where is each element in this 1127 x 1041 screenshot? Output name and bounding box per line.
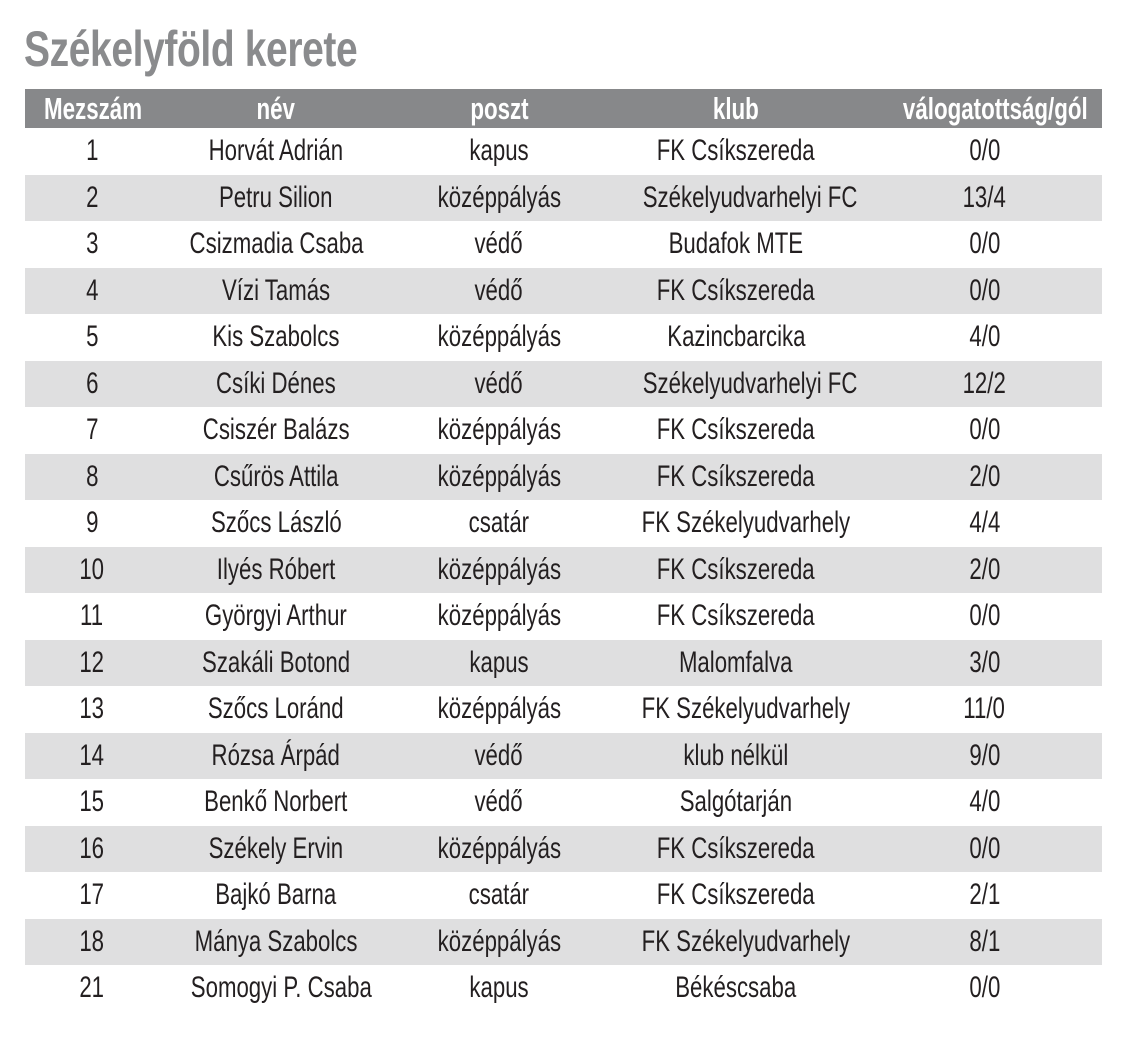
position-cell: középpályás: [437, 831, 561, 865]
club-cell: FK Csíkszereda: [657, 831, 815, 865]
caps-goals-cell: 2/0: [969, 552, 1000, 586]
table-row: [25, 640, 1102, 687]
position-cell: középpályás: [437, 552, 561, 586]
caps-goals-cell: 3/0: [969, 645, 1000, 679]
player-name-cell: Petru Silion: [219, 180, 333, 214]
jersey-number-cell: 17: [79, 878, 105, 912]
caps-goals-cell: 2/1: [969, 878, 1000, 912]
table-row: [25, 500, 1102, 547]
jersey-number-cell: 18: [79, 924, 105, 958]
jersey-number-cell: 4: [85, 273, 99, 307]
table-row: [25, 547, 1102, 594]
position-cell: csatár: [468, 878, 530, 912]
player-name-cell: Mánya Szabolcs: [194, 924, 358, 958]
club-cell: FK Csíkszereda: [657, 134, 815, 168]
table-row: [25, 919, 1102, 966]
club-cell: Kazincbarcika: [666, 320, 806, 354]
caps-goals-cell: 0/0: [969, 413, 1000, 447]
table-row: [25, 314, 1102, 361]
club-cell: FK Csíkszereda: [657, 878, 815, 912]
table-row: [25, 826, 1102, 873]
club-cell: Salgótarján: [679, 785, 793, 819]
club-cell: Malomfalva: [679, 645, 793, 679]
jersey-number-cell: 14: [79, 738, 105, 772]
table-row: [25, 733, 1102, 780]
caps-goals-cell: 9/0: [969, 738, 1000, 772]
table-header-row: [25, 89, 1102, 128]
jersey-number-cell: 12: [79, 645, 105, 679]
player-name-cell: Szőcs László: [210, 506, 342, 540]
position-cell: középpályás: [437, 459, 561, 493]
table-row: [25, 686, 1102, 733]
player-name-cell: Bajkó Barna: [215, 878, 337, 912]
table-row: [25, 221, 1102, 268]
table-row: [25, 454, 1102, 501]
table-row: [25, 965, 1102, 1012]
player-name-cell: Csizmadia Csaba: [189, 227, 364, 261]
jersey-number-cell: 7: [85, 413, 99, 447]
player-name-cell: Szőcs Loránd: [208, 692, 344, 726]
jersey-number-cell: 5: [85, 320, 99, 354]
club-cell: FK Székelyudvarhely: [641, 506, 851, 540]
page-title: Székelyföld kerete: [24, 21, 358, 77]
position-cell: kapus: [469, 645, 529, 679]
player-name-cell: Rózsa Árpád: [211, 738, 341, 772]
club-cell: FK Csíkszereda: [657, 459, 815, 493]
position-cell: középpályás: [437, 413, 561, 447]
club-cell: FK Székelyudvarhely: [641, 692, 851, 726]
position-cell: középpályás: [437, 924, 561, 958]
table-row: [25, 268, 1102, 315]
caps-goals-cell: 0/0: [969, 227, 1000, 261]
jersey-number-cell: 15: [79, 785, 105, 819]
position-cell: védő: [474, 227, 524, 261]
position-cell: középpályás: [437, 180, 561, 214]
header-position: poszt: [469, 91, 529, 126]
position-cell: középpályás: [437, 599, 561, 633]
jersey-number-cell: 16: [79, 831, 105, 865]
jersey-number-cell: 6: [85, 366, 99, 400]
header-name: név: [256, 91, 296, 126]
squad-table: [25, 89, 1102, 1012]
position-cell: csatár: [468, 506, 530, 540]
position-cell: védő: [474, 785, 524, 819]
header-caps-goals: válogatottság/gól: [902, 91, 1088, 126]
caps-goals-cell: 4/0: [969, 785, 1000, 819]
jersey-number-cell: 8: [85, 459, 99, 493]
player-name-cell: Ilyés Róbert: [216, 552, 336, 586]
club-cell: FK Székelyudvarhely: [641, 924, 851, 958]
caps-goals-cell: 13/4: [962, 180, 1007, 214]
header-jersey-number: Mezszám: [44, 91, 143, 126]
position-cell: középpályás: [437, 320, 561, 354]
player-name-cell: Vízi Tamás: [221, 273, 331, 307]
jersey-number-cell: 2: [85, 180, 99, 214]
club-cell: FK Csíkszereda: [657, 273, 815, 307]
table-row: [25, 593, 1102, 640]
player-name-cell: Szakáli Botond: [201, 645, 351, 679]
club-cell: Székelyudvarhelyi FC: [642, 180, 858, 214]
table-row: [25, 128, 1102, 175]
table-row: [25, 175, 1102, 222]
player-name-cell: Kis Szabolcs: [212, 320, 340, 354]
club-cell: FK Csíkszereda: [657, 413, 815, 447]
club-cell: Székelyudvarhelyi FC: [642, 366, 858, 400]
caps-goals-cell: 0/0: [969, 273, 1000, 307]
jersey-number-cell: 13: [79, 692, 105, 726]
jersey-number-cell: 11: [80, 599, 104, 633]
caps-goals-cell: 4/4: [969, 506, 1000, 540]
caps-goals-cell: 0/0: [969, 134, 1000, 168]
player-name-cell: Horvát Adrián: [208, 134, 344, 168]
jersey-number-cell: 1: [85, 134, 99, 168]
player-name-cell: Csíki Dénes: [216, 366, 336, 400]
player-name-cell: Csiszér Balázs: [202, 413, 350, 447]
position-cell: védő: [474, 273, 524, 307]
jersey-number-cell: 21: [79, 971, 105, 1005]
position-cell: kapus: [469, 971, 529, 1005]
player-name-cell: Székely Ervin: [208, 831, 344, 865]
caps-goals-cell: 4/0: [969, 320, 1000, 354]
table-row: [25, 779, 1102, 826]
caps-goals-cell: 8/1: [969, 924, 1000, 958]
jersey-number-cell: 3: [85, 227, 99, 261]
jersey-number-cell: 10: [79, 552, 105, 586]
club-cell: Békéscsaba: [675, 971, 797, 1005]
caps-goals-cell: 0/0: [969, 831, 1000, 865]
header-club: klub: [713, 91, 759, 126]
caps-goals-cell: 0/0: [969, 971, 1000, 1005]
player-name-cell: Györgyi Arthur: [205, 599, 347, 633]
player-name-cell: Benkő Norbert: [204, 785, 348, 819]
position-cell: védő: [474, 738, 524, 772]
table-row: [25, 872, 1102, 919]
caps-goals-cell: 11/0: [963, 692, 1006, 726]
caps-goals-cell: 12/2: [962, 366, 1007, 400]
caps-goals-cell: 0/0: [969, 599, 1000, 633]
jersey-number-cell: 9: [85, 506, 99, 540]
table-row: [25, 361, 1102, 408]
table-body: [25, 128, 1102, 1012]
position-cell: védő: [474, 366, 524, 400]
club-cell: FK Csíkszereda: [657, 599, 815, 633]
club-cell: FK Csíkszereda: [657, 552, 815, 586]
position-cell: középpályás: [437, 692, 561, 726]
player-name-cell: Somogyi P. Csaba: [190, 971, 372, 1005]
caps-goals-cell: 2/0: [969, 459, 1000, 493]
player-name-cell: Csűrös Attila: [213, 459, 339, 493]
club-cell: Budafok MTE: [668, 227, 804, 261]
position-cell: kapus: [469, 134, 529, 168]
table-row: [25, 407, 1102, 454]
club-cell: klub nélkül: [683, 738, 789, 772]
